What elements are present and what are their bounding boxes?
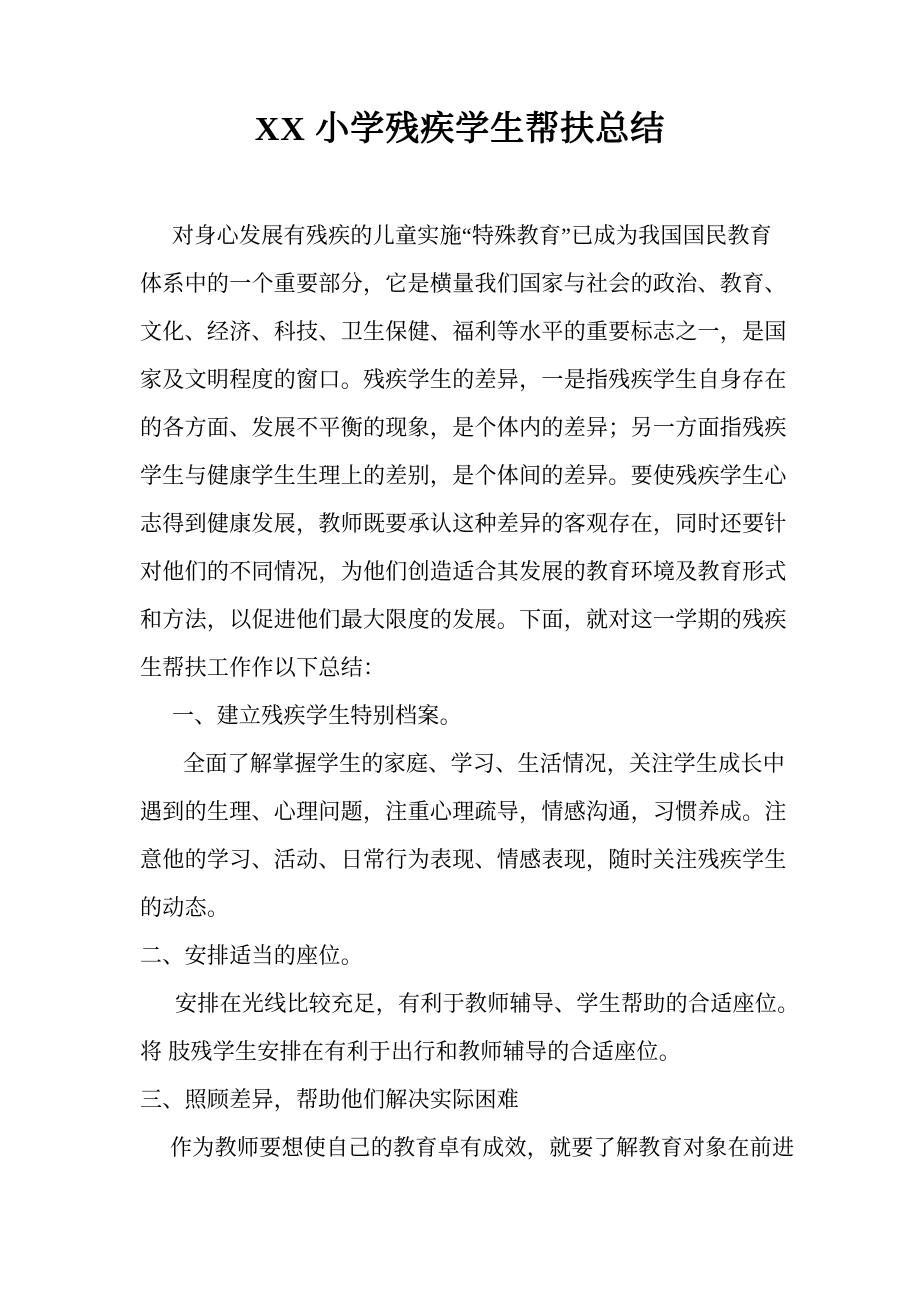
text-line: 一、建立残疾学生特别档案。 bbox=[172, 703, 462, 728]
text-line: 遇到的生理、心理问题，注重心理疏导，情感沟通，习惯养成。注 bbox=[140, 799, 787, 824]
text-line: 体系中的一个重要部分，它是横量我们国家与社会的政治、教育、 bbox=[140, 271, 787, 296]
text-line: 全面了解掌握学生的家庭、学习、生活情况，关注学生成长中 bbox=[183, 751, 786, 776]
text-line: 和方法，以促进他们最大限度的发展。下面，就对这一学期的残疾 bbox=[140, 607, 787, 632]
document-body bbox=[140, 212, 800, 1172]
text-line: 对身心发展有残疾的儿童实施“特殊教育”已成为我国国民教育 bbox=[172, 223, 772, 248]
text-line: 家及文明程度的窗口。残疾学生的差异，一是指残疾学生自身存在 bbox=[140, 367, 787, 392]
text-line: 志得到健康发展，教师既要承认这种差异的客观存在，同时还要针 bbox=[140, 511, 787, 536]
text-line: 的各方面、发展不平衡的现象，是个体内的差异；另一方面指残疾 bbox=[140, 415, 787, 440]
document-title: XX 小学残疾学生帮扶总结 bbox=[254, 111, 666, 148]
text-line: 文化、经济、科技、卫生保健、福利等水平的重要标志之一，是国 bbox=[140, 319, 787, 344]
text-line: 的动态。 bbox=[140, 895, 230, 920]
text-line: 对他们的不同情况，为他们创造适合其发展的教育环境及教育形式 bbox=[140, 559, 787, 584]
text-line: 三、照顾差异，帮助他们解决实际困难 bbox=[140, 1087, 520, 1112]
text-line: 将 肢残学生安排在有利于出行和教师辅导的合适座位。 bbox=[140, 1039, 682, 1064]
text-line: 学生与健康学生生理上的差别，是个体间的差异。要使残疾学生心 bbox=[140, 463, 787, 488]
text-line: 作为教师要想使自己的教育卓有成效，就要了解教育对象在前进 bbox=[170, 1135, 795, 1160]
text-line: 意他的学习、活动、日常行为表现、情感表现，随时关注残疾学生 bbox=[140, 847, 787, 872]
text-line: 二、安排适当的座位。 bbox=[140, 943, 364, 968]
text-line: 生帮扶工作作以下总结： bbox=[140, 655, 386, 680]
text-line: 安排在光线比较充足，有利于教师辅导、学生帮助的合适座位。 bbox=[175, 991, 800, 1016]
